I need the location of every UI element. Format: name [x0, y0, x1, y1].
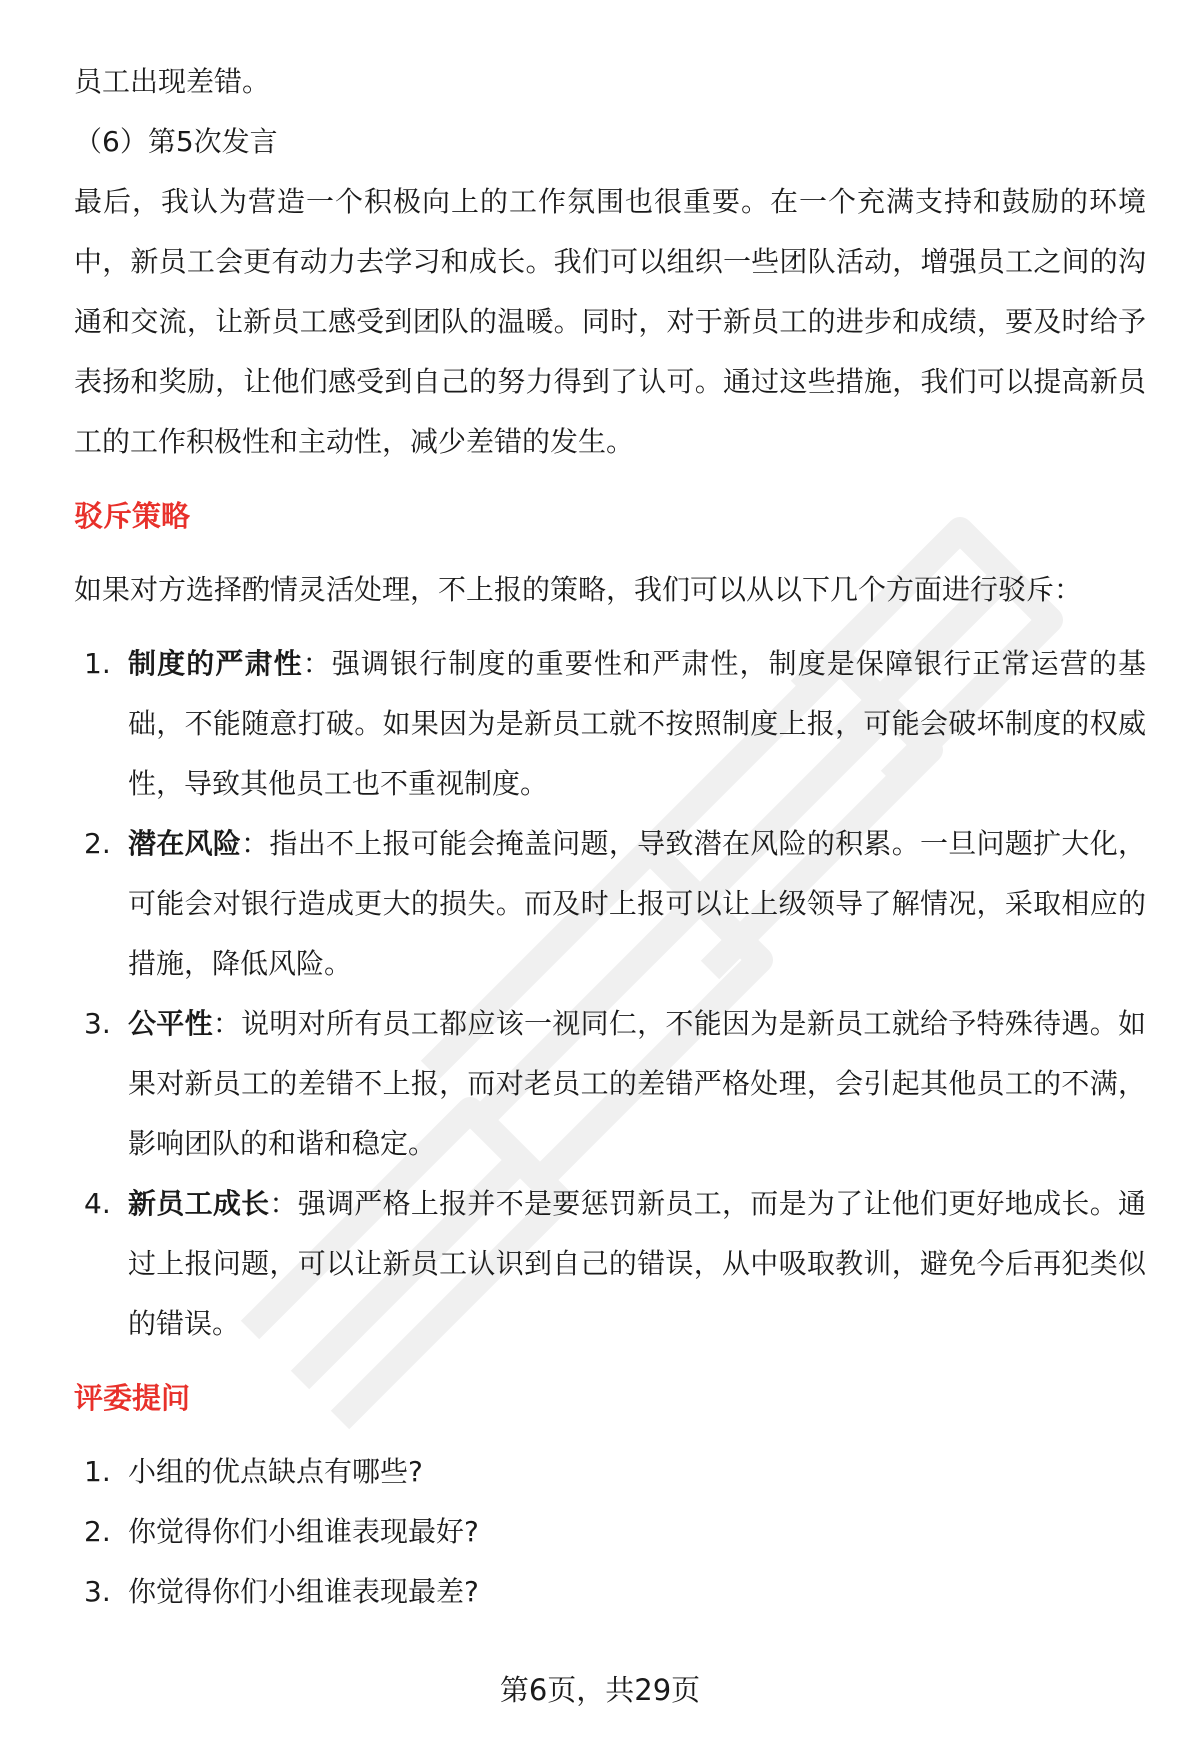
judges-list	[74, 1442, 1146, 1622]
list-text: 小组的优点缺点有哪些?	[128, 1455, 423, 1488]
list-item	[74, 814, 1146, 994]
rebuttal-list	[74, 634, 1146, 1354]
speech-heading: （6）第5次发言	[74, 125, 278, 158]
list-text: 你觉得你们小组谁表现最好?	[128, 1515, 479, 1548]
list-text: ：说明对所有员工都应该一视同仁，不能因为是新员工就给予特殊待遇。如果对新员工的差错不上报，而对老员工的差错严格处理，会引起其他员工的不满，影响团队的和谐和稳定。	[128, 1007, 1146, 1160]
list-item	[74, 1502, 1146, 1562]
page-footer: 第6页，共29页	[499, 1673, 701, 1707]
list-number: 4.	[84, 1187, 111, 1220]
list-term: 公平性	[128, 1007, 213, 1040]
list-item	[74, 1442, 1146, 1502]
list-item	[74, 1562, 1146, 1622]
list-term: 制度的严肃性	[128, 647, 303, 680]
list-number: 1.	[84, 647, 111, 680]
judges-title: 评委提问	[74, 1381, 191, 1415]
document-page	[74, 52, 1146, 1622]
list-number: 2.	[84, 827, 111, 860]
list-term: 新员工成长	[128, 1187, 270, 1220]
list-text: ：指出不上报可能会掩盖问题，导致潜在风险的积累。一旦问题扩大化，可能会对银行造成更大的损失。而及时上报可以让上级领导了解情况，采取相应的措施，降低风险。	[128, 827, 1146, 980]
speech-paragraph: 最后，我认为营造一个积极向上的工作氛围也很重要。在一个充满支持和鼓励的环境中，新员工会更有动力去学习和成长。我们可以组织一些团队活动，增强员工之间的沟通和交流，让新员工感受到团队的温暖。同时，对于新员工的进步和成绩，要及时给予表扬和奖励，让他们感受到自己的努力得到了认可。通过这些措施，我们可以提高新员工的工作积极性和主动性，减少差错的发生。	[74, 185, 1146, 458]
list-item	[74, 1174, 1146, 1354]
list-term: 潜在风险	[128, 827, 242, 860]
list-number: 3.	[84, 1575, 111, 1608]
list-number: 3.	[84, 1007, 111, 1040]
list-text: 你觉得你们小组谁表现最差?	[128, 1575, 479, 1608]
rebuttal-title: 驳斥策略	[74, 499, 191, 533]
list-number: 1.	[84, 1455, 111, 1488]
list-text: ：强调银行制度的重要性和严肃性，制度是保障银行正常运营的基础，不能随意打破。如果因为是新员工就不按照制度上报，可能会破坏制度的权威性，导致其他员工也不重视制度。	[128, 647, 1146, 800]
list-text: ：强调严格上报并不是要惩罚新员工，而是为了让他们更好地成长。通过上报问题，可以让新员工认识到自己的错误，从中吸取教训，避免今后再犯类似的错误。	[128, 1187, 1146, 1340]
intro-line-1: 员工出现差错。	[74, 65, 271, 98]
list-number: 2.	[84, 1515, 111, 1548]
list-item	[74, 994, 1146, 1174]
list-item	[74, 634, 1146, 814]
rebuttal-intro: 如果对方选择酌情灵活处理，不上报的策略，我们可以从以下几个方面进行驳斥：	[74, 573, 1083, 606]
